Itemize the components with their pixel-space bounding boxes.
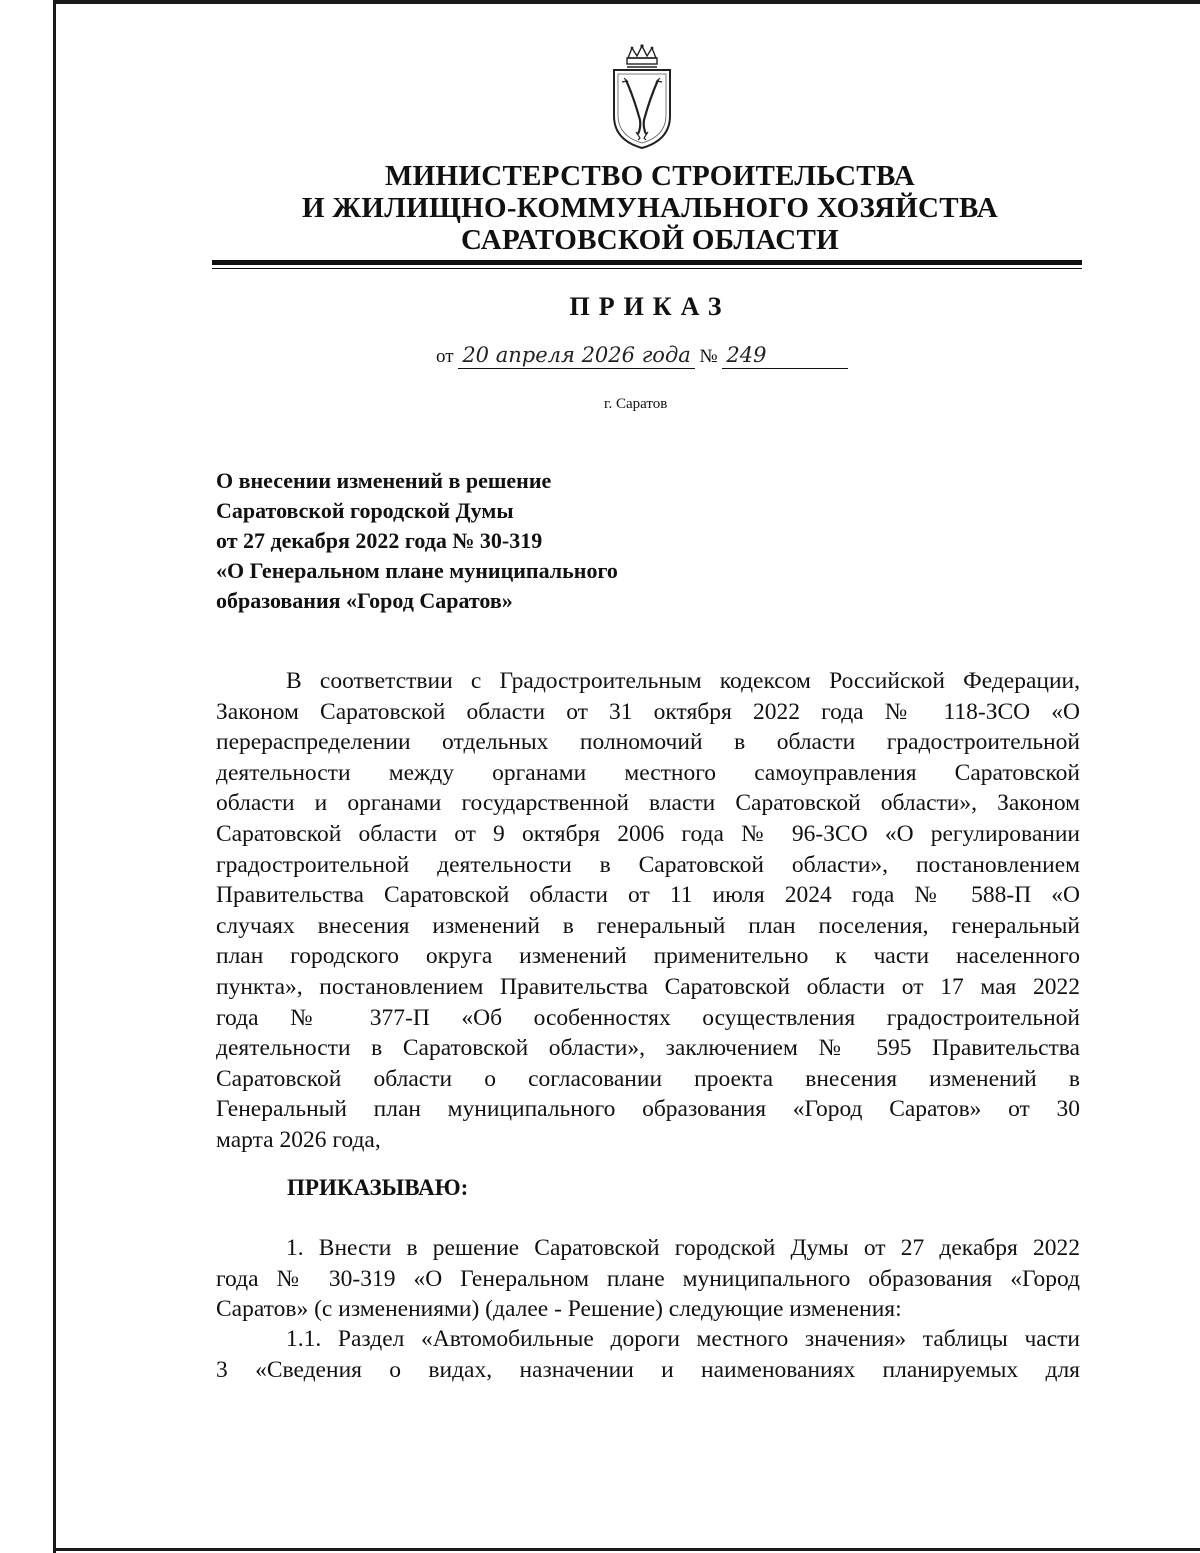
item-1-1-line: 1.1. Раздел «Автомобильные дороги местного значения» таблицы части xyxy=(286,1326,1080,1352)
preamble-paragraph xyxy=(216,666,1080,1156)
preamble-line: марта 2026 года, xyxy=(216,1126,381,1153)
subject-line: образования «Город Саратов» xyxy=(216,588,513,613)
preamble-line: В соответствии с Градостроительным кодексом Российской Федерации, xyxy=(286,668,1080,694)
preamble-line: деятельности между органами местного самоуправления Саратовской xyxy=(216,759,1080,786)
preamble-line: области и органами государственной власти Саратовской области», Законом xyxy=(216,790,1080,817)
item-1-paragraph xyxy=(216,1233,1080,1325)
item-1-line: Саратов» (с изменениями) (далее - Решение) следующие изменения: xyxy=(216,1296,902,1323)
order-city: г. Саратов xyxy=(604,396,668,412)
handwritten-number: 249 xyxy=(726,343,767,367)
date-prefix: от xyxy=(436,346,454,367)
item-1-1-line: 3 «Сведения о видах, назначении и наименованиях планируемых для xyxy=(216,1356,1080,1383)
item-1-1-paragraph xyxy=(216,1324,1080,1385)
order-subject xyxy=(216,466,736,616)
number-sign: № xyxy=(699,346,718,367)
preamble-line: года № 377-П «Об особенностях осуществления градостроительной xyxy=(216,1004,1080,1031)
preamble-line: Правительства Саратовской области от 11 июля 2024 года № 588-П «О xyxy=(216,882,1080,909)
subject-line: Саратовской городской Думы xyxy=(216,498,514,523)
decree-word: ПРИКАЗЫВАЮ: xyxy=(287,1175,469,1200)
item-1-line: 1. Внести в решение Саратовской городской Думы от 27 декабря 2022 xyxy=(286,1235,1080,1261)
handwritten-date: 20 апреля 2026 года xyxy=(462,343,691,367)
ministry-header xyxy=(215,160,1085,256)
item-1-line: года № 30-319 «О Генеральном плане муниципального образования «Город xyxy=(216,1265,1080,1292)
preamble-line: Генеральный план муниципального образования «Город Саратов» от 30 xyxy=(216,1096,1080,1123)
preamble-line: Саратовской области о согласовании проекта внесения изменений в xyxy=(216,1065,1080,1092)
scan-border-bottom xyxy=(53,1548,1200,1551)
order-date-line xyxy=(436,343,848,369)
header-rule-thick xyxy=(212,260,1082,265)
scan-border-left xyxy=(53,0,56,1553)
preamble-line: пункта», постановлением Правительства Саратовской области от 17 мая 2022 xyxy=(216,973,1080,1000)
preamble-line: перераспределении отдельных полномочий в области градостроительной xyxy=(216,729,1080,756)
subject-line: от 27 декабря 2022 года № 30-319 xyxy=(216,528,543,553)
ministry-line-2: И ЖИЛИЩНО-КОММУНАЛЬНОГО ХОЗЯЙСТВА xyxy=(301,192,999,224)
order-title: ПРИКАЗ xyxy=(569,292,731,321)
coat-of-arms-emblem xyxy=(604,44,680,152)
scan-border-top xyxy=(53,0,1200,4)
preamble-line: деятельности в Саратовской области», заключением № 595 Правительства xyxy=(216,1035,1080,1062)
number-field xyxy=(722,343,848,369)
header-rule-thin xyxy=(212,268,1082,269)
preamble-line: Саратовской области от 9 октября 2006 года № 96-ЗСО «О регулировании xyxy=(216,820,1080,847)
subject-line: «О Генеральном плане муниципального xyxy=(216,558,618,583)
preamble-line: градостроительной деятельности в Саратовской области», постановлением xyxy=(216,851,1080,878)
preamble-line: Законом Саратовской области от 31 октября 2022 года № 118-ЗСО «О xyxy=(216,698,1080,725)
date-field xyxy=(458,343,694,369)
subject-line: О внесении изменений в решение xyxy=(216,468,552,493)
preamble-line: план городского округа изменений применительно к части населенного xyxy=(216,943,1080,970)
ministry-line-1: МИНИСТЕРСТВО СТРОИТЕЛЬСТВА xyxy=(384,160,916,192)
preamble-line: случаях внесения изменений в генеральный план поселения, генеральный xyxy=(216,912,1080,939)
ministry-line-3: САРАТОВСКОЙ ОБЛАСТИ xyxy=(461,224,839,256)
